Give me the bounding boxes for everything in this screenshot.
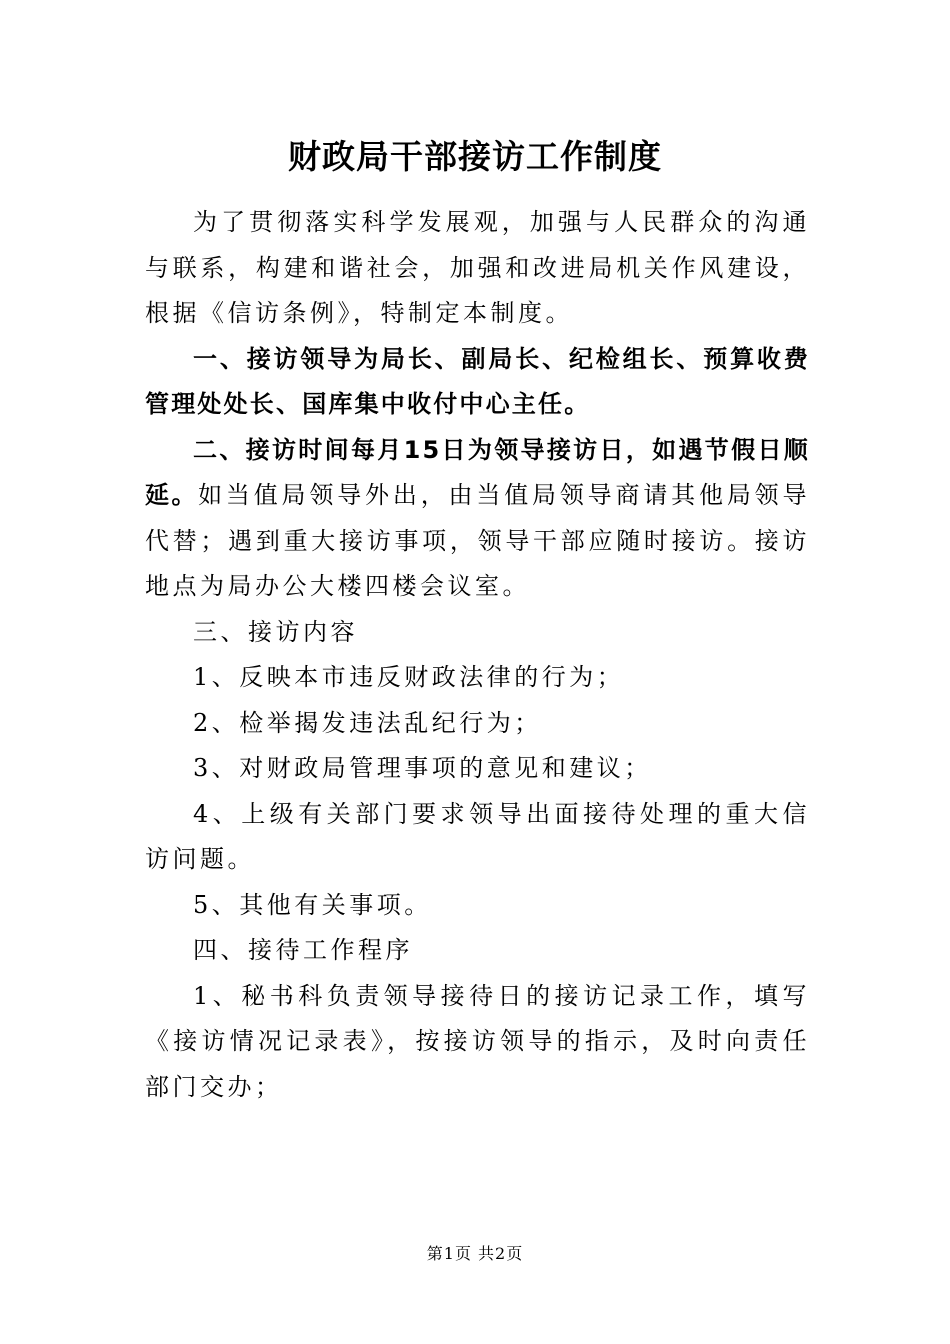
section-3-item: 1、反映本市违反财政法律的行为； (193, 663, 625, 691)
section-3-item: 2、检举揭发违法乱纪行为； (193, 708, 542, 737)
section-3-item: 4、上级有关部门要求领导出面接待处理的重大信访问题。 (145, 799, 810, 873)
page-footer: 第1页 共2页 (426, 1244, 524, 1263)
document-body (145, 200, 810, 1110)
document-title: 财政局干部接访工作制度 (288, 137, 662, 176)
intro-paragraph: 为了贯彻落实科学发展观，加强与人民群众的沟通与联系，构建和谐社会，加强和改进局机关作风建设，根据《信访条例》，特制定本制度。 (145, 208, 810, 327)
section-3-item: 5、其他有关事项。 (193, 890, 432, 919)
section-2-paragraph (145, 428, 810, 610)
section-3-item: 3、对财政局管理事项的意见和建议； (193, 754, 652, 782)
section-2-lead: 二、接访时间每月15日为领导接访日，如遇节假日顺延。 (145, 435, 810, 509)
section-3-heading: 三、接访内容 (193, 617, 358, 646)
section-2-body: 如当值局领导外出，由当值局领导商请其他局领导代替；遇到重大接访事项，领导干部应随时接访。接访地点为局办公大楼四楼会议室。 (145, 481, 810, 600)
section-4-item: 1、秘书科负责领导接待日的接访记录工作，填写《接访情况记录表》，按接访领导的指示，及时向责任部门交办； (145, 981, 810, 1101)
section-4-heading: 四、接待工作程序 (193, 936, 413, 964)
section-1-paragraph: 一、接访领导为局长、副局长、纪检组长、预算收费管理处处长、国库集中收付中心主任。 (145, 344, 810, 418)
